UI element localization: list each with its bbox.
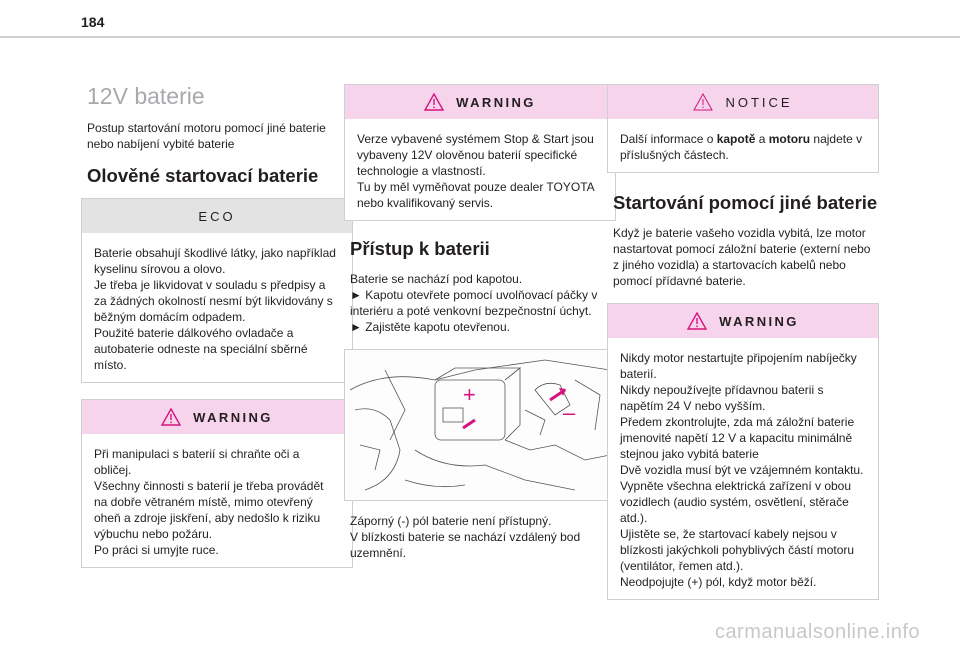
notice-box-header — [608, 85, 878, 119]
watermark: carmanualsonline.info — [714, 621, 920, 643]
warning-box — [344, 84, 616, 221]
intro-text: Postup startování motoru pomocí jiné baterie nebo nabíjení vybité baterie — [87, 121, 326, 151]
page-number: 184 — [81, 14, 105, 30]
ground-point-icon — [550, 388, 566, 400]
section-title-jump-start: Startování pomocí jiné baterie — [613, 192, 878, 213]
engine-bay-illustration — [344, 349, 616, 501]
warning-box-text: Nikdy motor nestartujte připojením nabíječky baterií. Nikdy nepoužívejte přídavnou baterii s napětím 24 V nebo vyšším. Předem zkontrolujte, zda má záložní baterie jmenovité napětí 12 V a kapacitu minimálně stejnou jako vybitá baterie Dvě vozidla musí být ve vzájemném kontaktu. Vypněte všechna elektrická zařízení v obou vozidlech (audio systém, osvětlení, stěrače atd.). Ujistěte se, že startovací kabely nejsou v blízkosti jakýchkoli pohyblivých částí motoru (ventilátor, řemen atd.). Neodpojujte (+) pól, když motor běží. — [620, 351, 864, 589]
plus-symbol: + — [463, 382, 476, 407]
warning-box-header — [608, 304, 878, 338]
page-title: 12V baterie — [87, 83, 205, 109]
column-2 — [344, 84, 616, 561]
notice-bold-hood: kapotě — [716, 132, 756, 146]
notice-triangle-icon — [693, 93, 713, 111]
warning-box-header — [345, 85, 615, 119]
warning-box-header — [82, 400, 352, 434]
header-divider — [0, 36, 960, 38]
warning-box — [607, 303, 879, 600]
eco-box-text: Baterie obsahují škodlivé látky, jako například kyselinu sírovou a olovo. Je třeba je likvidovat v souladu s předpisy a za žádných okolností nesmí být likvidovány s běžným domácím odpadem. Použité baterie dálkového ovladače a autobaterie odneste na speciální sběrné místo. — [94, 246, 336, 372]
battery-access-text: Baterie se nachází pod kapotou. ► Kapotu otevřete pomocí uvolňovací páčky v interiéru a poté venkovní bezpečnostní úchyt. ► Zajistěte kapotu otevřenou. — [350, 272, 598, 334]
notice-bold-engine: motoru — [768, 132, 811, 146]
warning-label: WARNING — [456, 94, 536, 110]
jump-start-text: Když je baterie vašeho vozidla vybitá, lze motor nastartovat pomocí záložní baterie (externí nebo z jiného vozidla) a startovacích kabelů nebo pomocí přídavné baterie. — [613, 226, 871, 288]
notice-box — [607, 84, 879, 173]
warning-triangle-icon — [161, 408, 181, 426]
engine-bay-drawing — [345, 350, 615, 500]
warning-box-text: Verze vybavené systémem Stop & Start jsou vybaveny 12V olověnou baterií specifické technologie a vlastností. Tu by měl vyměňovat pouze dealer TOYOTA nebo kvalifikovaný servis. — [357, 132, 594, 210]
eco-box — [81, 198, 353, 383]
column-1 — [81, 80, 353, 584]
notice-box-text — [608, 119, 878, 172]
notice-text-part: najdete v příslušných částech. — [620, 132, 863, 162]
warning-label: WARNING — [719, 313, 799, 329]
warning-triangle-icon — [687, 312, 707, 330]
notice-text-part: Další informace o — [620, 132, 717, 146]
minus-symbol: – — [563, 400, 576, 425]
notice-text-part: a — [755, 132, 769, 146]
warning-box — [81, 399, 353, 568]
warning-label: WARNING — [193, 409, 273, 425]
warning-triangle-icon — [424, 93, 444, 111]
illustration-caption: Záporný (-) pól baterie není přístupný. V blízkosti baterie se nachází vzdálený bod uzemnění. — [350, 514, 581, 560]
section-title-battery-access: Přístup k baterii — [350, 238, 490, 259]
warning-box-text: Při manipulaci s baterií si chraňte oči a obličej. Všechny činnosti s baterií je třeba provádět na dobře větraném místě, mimo otevřený oheň a zdroje jiskření, aby nedošlo k riziku výbuchu nebo požáru. Po práci si umyjte ruce. — [94, 447, 324, 557]
column-3 — [607, 84, 879, 616]
section-title-lead-batteries: Olověné startovací baterie — [87, 165, 319, 186]
notice-label: NOTICE — [725, 94, 793, 110]
eco-box-header: ECO — [82, 199, 352, 233]
